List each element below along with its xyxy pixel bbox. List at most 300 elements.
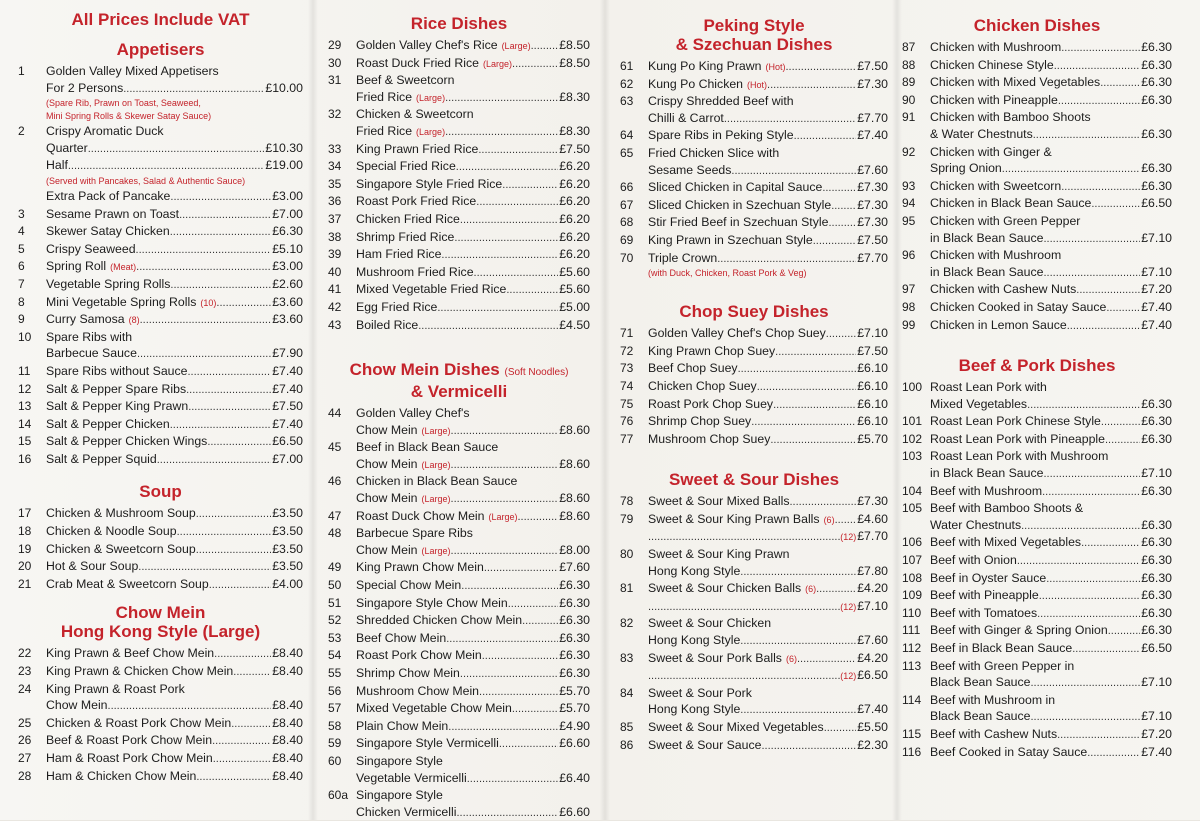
item-name: Skewer Satay Chicken xyxy=(46,224,170,239)
item-name: Crispy Shredded Beef with xyxy=(648,94,794,109)
section-title xyxy=(902,16,1172,35)
item-line xyxy=(356,141,590,159)
menu-item xyxy=(902,281,1172,299)
item-line xyxy=(930,109,1172,126)
menu-item xyxy=(18,223,303,241)
section-title-text: Soup xyxy=(139,482,182,502)
item-number: 79 xyxy=(620,511,634,526)
item-portion: (Large) xyxy=(416,92,446,103)
item-line xyxy=(648,546,888,563)
item-name: Chicken with Green Pepper xyxy=(930,213,1081,228)
menu-item xyxy=(620,615,888,649)
item-body xyxy=(46,223,303,241)
item-line xyxy=(356,559,590,577)
item-name: Roast Pork Fried Rice xyxy=(356,194,477,209)
menu-item xyxy=(620,650,888,685)
item-price: £6.20 xyxy=(559,159,590,174)
leader-dots xyxy=(831,198,856,215)
item-line xyxy=(46,523,303,541)
leader-dots xyxy=(1046,571,1140,588)
item-number: 67 xyxy=(620,197,634,212)
item-line xyxy=(930,692,1172,709)
item-body xyxy=(648,250,888,281)
leader-dots xyxy=(170,417,271,434)
item-number: 15 xyxy=(18,434,32,449)
item-price: £7.00 xyxy=(272,451,303,466)
item-line xyxy=(930,500,1172,517)
item-body xyxy=(356,37,590,55)
item-name: Sweet & Sour Chicken Balls xyxy=(648,581,802,596)
menu-item xyxy=(328,317,590,335)
leader-dots xyxy=(1021,518,1140,535)
item-line xyxy=(930,605,1172,623)
item-portion: (Meat) xyxy=(110,262,137,273)
section-subtitle: Hong Kong Style (Large) xyxy=(60,622,261,642)
leader-dots xyxy=(512,56,558,73)
item-body xyxy=(930,431,1172,449)
item-body xyxy=(930,552,1172,570)
item-number: 107 xyxy=(902,553,923,568)
item-price: £6.30 xyxy=(1141,605,1172,620)
leader-dots xyxy=(757,379,857,396)
item-body xyxy=(648,127,888,145)
item-number: 52 xyxy=(328,613,342,628)
item-number: 110 xyxy=(902,605,922,620)
item-line xyxy=(46,398,303,416)
menu-item xyxy=(902,57,1172,75)
item-name: Sweet & Sour Chicken xyxy=(648,616,772,631)
item-body xyxy=(46,416,303,434)
item-price: £4.20 xyxy=(857,581,888,596)
item-line xyxy=(46,63,303,80)
item-price: £6.30 xyxy=(1141,92,1172,107)
item-name: Ham & Roast Pork Chow Mein xyxy=(46,751,213,765)
leader-dots xyxy=(1057,727,1140,744)
leader-dots xyxy=(170,277,271,294)
item-line xyxy=(46,223,303,241)
leader-dots xyxy=(531,38,559,55)
item-number: 71 xyxy=(620,326,634,341)
item-number: 34 xyxy=(328,159,342,174)
leader-dots xyxy=(456,159,558,176)
leader-dots xyxy=(451,457,559,474)
leader-dots xyxy=(478,142,558,159)
menu-item xyxy=(328,158,590,176)
menu-item xyxy=(620,685,888,719)
item-line xyxy=(930,413,1172,431)
item-body xyxy=(930,109,1172,143)
item-line xyxy=(356,246,590,264)
item-name: Sliced Chicken in Capital Sauce xyxy=(648,180,823,195)
item-body xyxy=(356,683,590,701)
item-price: £6.50 xyxy=(272,434,303,449)
item-name: in Black Bean Sauce xyxy=(930,466,1044,481)
leader-dots xyxy=(445,90,558,107)
item-name: Fried Rice xyxy=(356,89,413,104)
item-body xyxy=(648,360,888,378)
item-line xyxy=(46,80,303,98)
item-line xyxy=(930,465,1172,483)
item-body xyxy=(930,144,1172,178)
item-name: Half xyxy=(46,158,68,173)
item-body xyxy=(930,692,1172,726)
item-price: £7.10 xyxy=(1141,264,1172,279)
item-portion: (6) xyxy=(785,653,797,664)
item-line xyxy=(930,483,1172,501)
item-line xyxy=(648,650,888,668)
menu-item xyxy=(18,311,303,329)
item-name: Quarter xyxy=(46,140,88,155)
item-number: 25 xyxy=(18,715,32,730)
menu-item xyxy=(328,106,590,140)
item-line xyxy=(930,247,1172,264)
item-portion: (Large) xyxy=(421,545,451,556)
item-line xyxy=(356,439,590,456)
menu-item xyxy=(620,431,888,449)
leader-dots xyxy=(1042,484,1140,501)
section-title xyxy=(620,302,888,321)
menu-item xyxy=(620,413,888,431)
item-note: (Spare Rib, Prawn on Toast, Seaweed, xyxy=(46,98,201,109)
menu-item xyxy=(18,276,303,294)
item-price: £7.80 xyxy=(857,563,888,578)
item-price: £6.30 xyxy=(1141,623,1172,638)
item-name: Vegetable Vermicelli xyxy=(356,770,467,785)
item-price: £5.10 xyxy=(272,241,303,256)
menu-item xyxy=(620,232,888,250)
item-number: 10 xyxy=(18,329,32,344)
item-price: £8.50 xyxy=(559,38,590,52)
item-number: 95 xyxy=(902,213,916,228)
item-name: Beef with Cashew Nuts xyxy=(930,726,1058,741)
section-title-text: Chop Suey Dishes xyxy=(679,302,829,322)
item-name: Extra Pack of Pancake xyxy=(46,188,171,203)
item-line xyxy=(648,197,888,215)
item-name: Kung Po King Prawn xyxy=(648,59,762,73)
item-line xyxy=(356,665,590,683)
menu-item xyxy=(328,700,590,718)
leader-dots xyxy=(794,128,857,145)
leader-dots xyxy=(196,542,272,559)
item-line xyxy=(356,158,590,176)
menu-item xyxy=(18,329,303,363)
item-line xyxy=(356,525,590,542)
item-price: £7.20 xyxy=(1141,726,1172,741)
leader-dots xyxy=(140,312,272,329)
item-body xyxy=(648,396,888,414)
item-number: 100 xyxy=(902,380,923,395)
leader-dots xyxy=(233,664,271,681)
item-price: £5.70 xyxy=(559,683,590,698)
item-price: £7.70 xyxy=(857,529,888,544)
item-body xyxy=(648,493,888,511)
item-name: Mini Vegetable Spring Rolls xyxy=(46,294,197,309)
item-line xyxy=(46,433,303,451)
item-body xyxy=(648,719,888,737)
leader-dots xyxy=(767,77,856,94)
menu-item xyxy=(328,211,590,229)
leader-dots xyxy=(482,648,558,665)
item-name: Sweet & Sour Pork xyxy=(648,685,752,700)
item-name: Beef Cooked in Satay Sauce xyxy=(930,744,1088,759)
item-line xyxy=(356,317,590,335)
item-number: 103 xyxy=(902,449,923,464)
item-name: in Black Bean Sauce xyxy=(930,230,1044,245)
item-price: £8.50 xyxy=(559,55,590,70)
item-price: £7.40 xyxy=(1141,317,1172,332)
item-price: £7.10 xyxy=(857,326,888,341)
item-line xyxy=(930,726,1172,744)
leader-dots xyxy=(824,720,857,737)
item-number: 101 xyxy=(902,414,923,429)
item-name: Singapore Style xyxy=(356,753,443,768)
item-line xyxy=(356,281,590,299)
section-title xyxy=(620,16,888,54)
item-number: 12 xyxy=(18,381,32,396)
leader-dots xyxy=(835,512,857,529)
item-name: Special Chow Mein xyxy=(356,578,462,593)
item-price: £7.30 xyxy=(857,197,888,212)
item-number: 1 xyxy=(18,64,25,78)
item-price: £6.30 xyxy=(1141,126,1172,141)
leader-dots xyxy=(826,326,856,343)
item-number: 57 xyxy=(328,701,342,716)
item-name: Golden Valley Chef's Rice xyxy=(356,38,498,52)
item-name: Roast Lean Pork with Mushroom xyxy=(930,449,1109,464)
item-name: Salt & Pepper Squid xyxy=(46,451,157,466)
item-price: £7.50 xyxy=(272,399,303,414)
item-number: 60 xyxy=(328,753,342,768)
leader-dots xyxy=(1058,93,1140,110)
item-body xyxy=(46,311,303,329)
leader-dots xyxy=(518,509,559,526)
item-name: Mushroom Fried Rice xyxy=(356,264,474,279)
item-name: King Prawn in Szechuan Style xyxy=(648,232,813,247)
item-body xyxy=(930,448,1172,482)
item-number: 72 xyxy=(620,343,634,358)
item-line xyxy=(46,715,303,733)
item-price: £6.10 xyxy=(857,396,888,411)
item-price: £6.20 xyxy=(559,176,590,191)
item-body xyxy=(46,645,303,663)
menu-item xyxy=(328,508,590,526)
item-name: Salt & Pepper Spare Ribs xyxy=(46,381,187,396)
menu-item xyxy=(18,294,303,312)
item-name: Roast Pork Chow Mein xyxy=(356,648,482,663)
item-body xyxy=(356,405,590,439)
item-price: £7.50 xyxy=(857,232,888,247)
item-name: Curry Samosa xyxy=(46,312,125,327)
item-line xyxy=(930,674,1172,692)
item-body xyxy=(648,650,888,685)
item-price: £6.30 xyxy=(1141,570,1172,585)
leader-dots xyxy=(1087,745,1140,762)
item-number: 35 xyxy=(328,176,342,191)
item-number: 42 xyxy=(328,299,342,314)
item-body xyxy=(46,523,303,541)
leader-dots xyxy=(1043,265,1140,282)
item-name: Chicken with Mixed Vegetables xyxy=(930,75,1101,90)
leader-dots xyxy=(773,397,856,414)
item-price: £6.60 xyxy=(559,804,590,819)
item-line xyxy=(356,211,590,229)
fold-line xyxy=(600,0,610,820)
menu-column-2 xyxy=(328,0,590,820)
item-name: Ham & Chicken Chow Mein xyxy=(46,768,197,783)
item-line xyxy=(648,250,888,268)
item-name: Crispy Seaweed xyxy=(46,241,136,256)
item-line xyxy=(46,750,303,768)
item-price: £2.60 xyxy=(272,276,303,291)
leader-dots xyxy=(775,344,856,361)
item-price: £8.60 xyxy=(559,508,590,523)
menu-item xyxy=(902,74,1172,92)
item-name: Mixed Vegetable Chow Mein xyxy=(356,701,512,716)
menu-item xyxy=(328,37,590,55)
leader-dots xyxy=(717,251,856,268)
leader-dots xyxy=(1031,709,1141,726)
menu-item xyxy=(18,505,303,523)
item-portion: (Large) xyxy=(421,494,451,505)
leader-dots xyxy=(451,491,559,508)
item-number: 27 xyxy=(18,751,32,765)
item-line xyxy=(356,490,590,508)
item-name: Roast Duck Chow Mein xyxy=(356,508,485,523)
leader-dots xyxy=(740,702,856,719)
item-name: Beef with Mushroom xyxy=(930,483,1043,498)
item-line xyxy=(930,213,1172,230)
item-line xyxy=(46,311,303,329)
item-line xyxy=(648,360,888,378)
item-number: 46 xyxy=(328,474,342,489)
item-number: 55 xyxy=(328,666,342,680)
leader-dots xyxy=(460,666,558,683)
item-body xyxy=(930,379,1172,413)
item-line xyxy=(648,685,888,702)
menu-item xyxy=(328,246,590,264)
item-price: £7.60 xyxy=(559,560,590,575)
menu-item xyxy=(328,229,590,247)
item-name: King Prawn Fried Rice xyxy=(356,141,479,156)
item-name: Chow Mein xyxy=(356,422,418,437)
item-number: 70 xyxy=(620,250,634,265)
item-line xyxy=(930,552,1172,570)
item-name: For 2 Persons xyxy=(46,80,124,95)
section-title xyxy=(620,470,888,489)
item-body xyxy=(46,541,303,559)
menu-item xyxy=(902,640,1172,658)
item-number: 62 xyxy=(620,76,634,91)
item-name: Chicken Vermicelli xyxy=(356,804,457,819)
item-price: £3.60 xyxy=(272,294,303,309)
item-line xyxy=(46,276,303,294)
item-line xyxy=(930,396,1172,414)
item-name: Beef & Sweetcorn xyxy=(356,73,455,88)
item-name: Black Bean Sauce xyxy=(930,675,1031,690)
item-body xyxy=(930,195,1172,213)
item-body xyxy=(356,718,590,736)
leader-dots xyxy=(451,543,559,560)
item-price: £4.20 xyxy=(857,650,888,665)
menu-item xyxy=(902,483,1172,501)
item-name: Sweet & Sour King Prawn xyxy=(648,547,790,562)
leader-dots xyxy=(454,230,558,247)
leader-dots xyxy=(813,233,856,250)
item-line xyxy=(46,363,303,381)
item-number: 92 xyxy=(902,144,916,159)
item-number: 7 xyxy=(18,276,25,291)
item-note: Mini Spring Rolls & Skewer Satay Sauce) xyxy=(46,111,212,122)
menu-item xyxy=(18,433,303,451)
item-number: 90 xyxy=(902,92,916,107)
item-body xyxy=(356,317,590,335)
item-body xyxy=(356,735,590,753)
leader-dots xyxy=(1043,466,1140,483)
item-number: 20 xyxy=(18,559,32,574)
menu-item xyxy=(328,55,590,73)
item-portion: (12) xyxy=(840,532,857,543)
leader-dots xyxy=(456,805,558,821)
item-body xyxy=(356,193,590,211)
item-body xyxy=(46,258,303,276)
item-price: £6.20 xyxy=(559,194,590,209)
item-body xyxy=(648,615,888,649)
item-name: Roast Duck Fried Rice xyxy=(356,55,480,70)
item-line xyxy=(46,294,303,312)
item-name: Chicken with Ginger & xyxy=(930,144,1052,159)
leader-dots xyxy=(196,769,271,786)
item-line xyxy=(930,658,1172,675)
item-body xyxy=(46,750,303,768)
item-line xyxy=(648,127,888,145)
item-number: 96 xyxy=(902,248,916,263)
item-body xyxy=(648,232,888,250)
item-body xyxy=(356,211,590,229)
item-name: Kung Po Chicken xyxy=(648,76,744,91)
item-price: £6.30 xyxy=(1141,396,1172,411)
item-name: Sliced Chicken in Szechuan Style xyxy=(648,197,832,212)
item-line xyxy=(356,700,590,718)
item-name: Chicken with Cashew Nuts xyxy=(930,282,1077,297)
menu-item xyxy=(902,534,1172,552)
item-name: Fried Rice xyxy=(356,123,413,138)
item-line xyxy=(356,718,590,736)
item-name: Chow Mein xyxy=(356,491,418,506)
item-number: 69 xyxy=(620,232,634,247)
item-line xyxy=(930,448,1172,465)
leader-dots xyxy=(448,719,558,736)
item-number: 44 xyxy=(328,406,342,421)
leader-dots xyxy=(1061,179,1140,196)
item-body xyxy=(46,294,303,312)
item-price: £3.00 xyxy=(272,188,303,203)
item-number: 51 xyxy=(328,595,342,610)
item-line xyxy=(356,422,590,440)
item-price: £7.20 xyxy=(1141,282,1172,297)
item-number: 56 xyxy=(328,683,342,698)
item-number: 109 xyxy=(902,588,923,603)
menu-item xyxy=(328,439,590,473)
item-line xyxy=(46,541,303,559)
item-line xyxy=(46,157,303,175)
item-body xyxy=(930,744,1172,762)
item-price: £3.60 xyxy=(272,312,303,327)
item-line xyxy=(648,413,888,431)
menu-item xyxy=(18,381,303,399)
item-name: Crispy Aromatic Duck xyxy=(46,124,164,139)
item-line xyxy=(930,317,1172,335)
item-number: 48 xyxy=(328,526,342,541)
